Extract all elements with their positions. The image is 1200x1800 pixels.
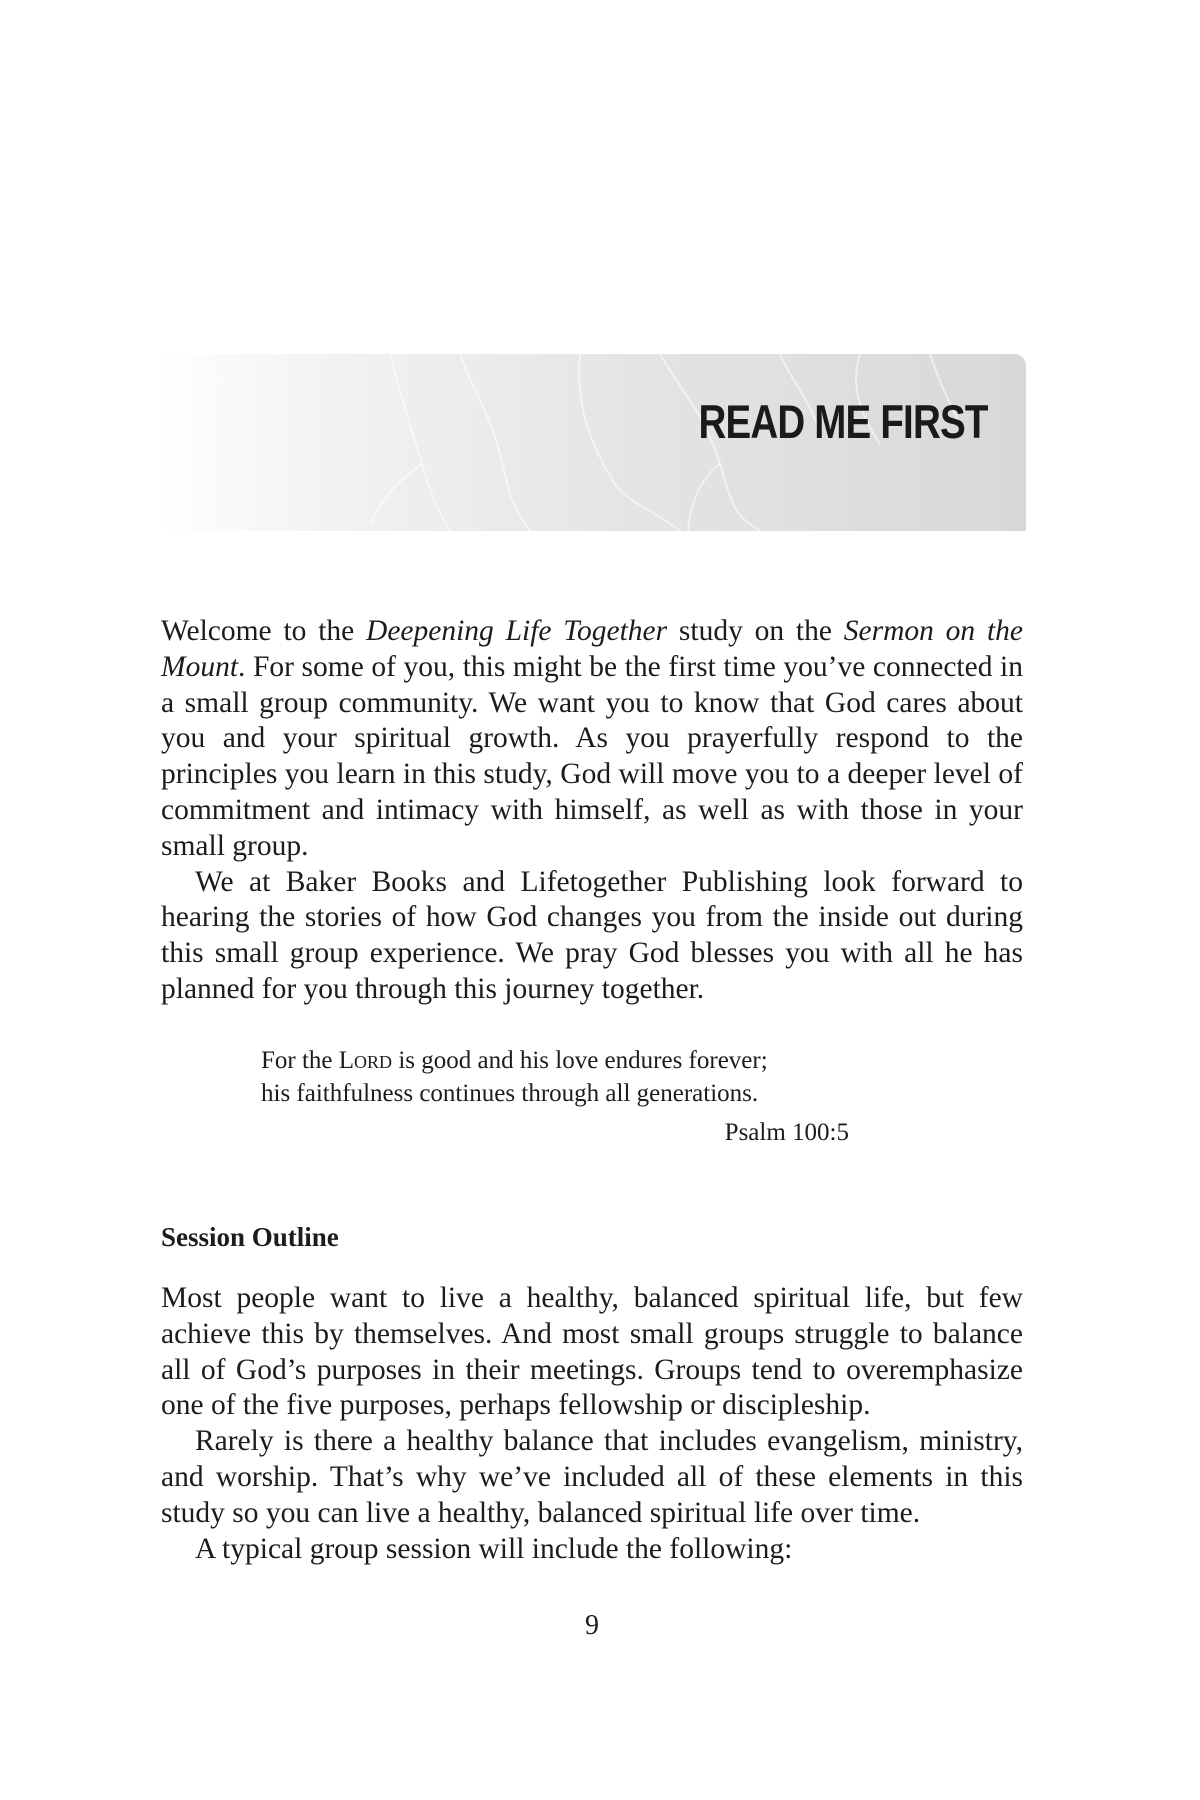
scripture-line (261, 1044, 851, 1077)
chapter-banner (160, 354, 1026, 531)
lord-small-caps: Lord (338, 1047, 393, 1074)
page-number: 9 (585, 1610, 599, 1641)
intro-text-run: study on the (667, 615, 844, 647)
scripture-text-run: is good and his love endures forever; (392, 1047, 768, 1074)
scripture-text-run: For the (261, 1047, 339, 1074)
sermon-title: Sermon on the Mount (161, 615, 1024, 683)
chapter-title: READ ME FIRST (698, 395, 988, 448)
intro-text (161, 614, 1023, 1008)
study-title: Deepening Life Together (366, 615, 668, 647)
intro-paragraph (161, 614, 1023, 865)
outline-text (161, 1281, 1023, 1567)
scripture-reference: Psalm 100:5 (724, 1119, 849, 1146)
scripture-line: his faithfulness continues through all generations. (261, 1080, 759, 1107)
scripture-quote (261, 1044, 851, 1149)
intro-paragraph: We at Baker Books and Lifetogether Publishing look forward to hearing the stories of how God changes you from the inside out during this small group experience. We pray God blesses you with all he has planned for you through this journey together. (161, 865, 1023, 1005)
intro-text-run: Welcome to the (161, 615, 367, 647)
section-heading: Session Outline (161, 1222, 339, 1252)
intro-text-run: . For some of you, this might be the first time you’ve connected in a small group community. We want you to know that God cares about you and your spiritual growth. As you prayerfully respond to the principles you learn in this study, God will move you to a deeper level of commitment and intimacy with himself, as well as with those in your small group. (161, 650, 1023, 862)
outline-paragraph: A typical group session will include the following: (195, 1532, 793, 1565)
outline-paragraph: Rarely is there a healthy balance that includes evangelism, ministry, and worship. That’s why we’ve included all of these elements in this study so you can live a healthy, balanced spiritual life over time. (161, 1425, 1023, 1529)
outline-paragraph: Most people want to live a healthy, balanced spiritual life, but few achieve this by themselves. And most small groups struggle to balance all of God’s purposes in their meetings. Groups tend to overemphasize one of the five purposes, perhaps fellowship or discipleship. (161, 1282, 1023, 1422)
